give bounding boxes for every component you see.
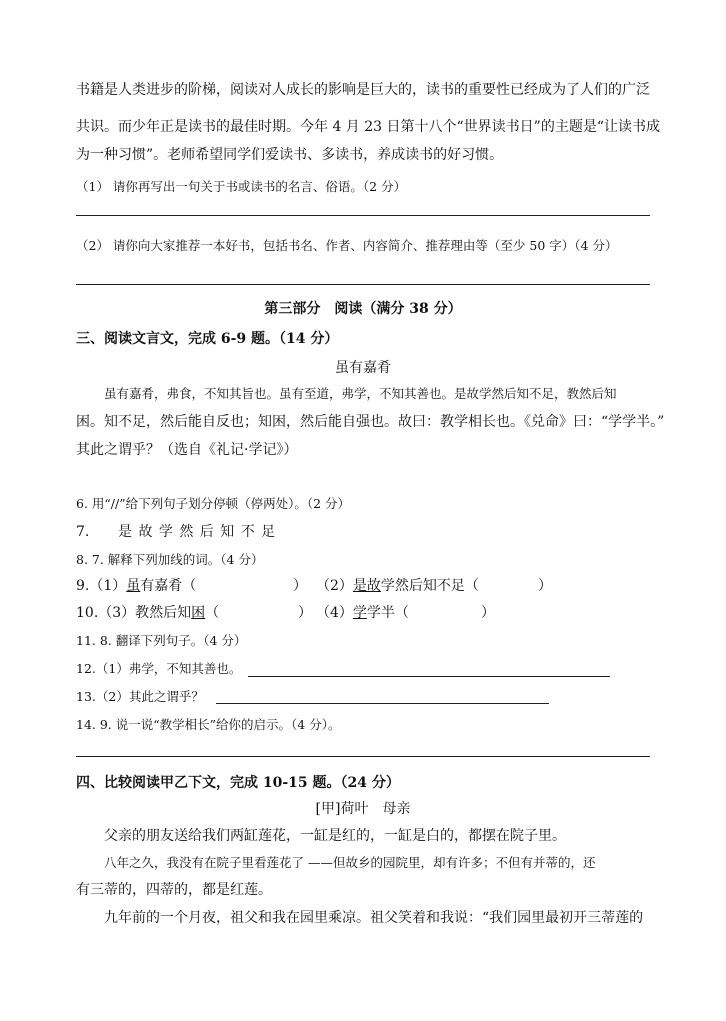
q10-label: 10.（3）教然后知 [76,605,192,621]
q9b-label: （2） [316,578,353,594]
question-9-part-2 [316,576,479,596]
q9-close-paren-2: ） [538,578,552,594]
q9-text: 有嘉肴（ [140,578,197,594]
q10b-text: 学半（ [366,605,409,621]
section4-heading: 四、比较阅读甲乙下文，完成 10-15 题。（24 分） [76,775,400,791]
q9b-text: 学然后知不足（ [380,578,479,594]
answer-line-13[interactable] [216,703,549,704]
question-7-number: 7. [76,524,90,540]
section3-heading: 三、阅读文言文，完成 6-9 题。（14 分） [76,331,339,347]
question-10-part-1 [76,603,219,623]
question-8: 8. 7. 解释下列加线的词。（4 分） [76,552,264,567]
q10-close-paren-2: ） [481,605,495,621]
question-11: 11. 8. 翻译下列句子。（4 分） [76,633,247,648]
q9b-underlined-word: 是故 [352,578,381,594]
answer-line-14[interactable] [76,756,650,757]
intro-line-1: 书籍是人类进步的阶梯，阅读对人成长的影响是巨大的，读书的重要性已经成为了人们的广泛 [76,82,650,98]
question-2: （2） 请你向大家推荐一本好书，包括书名、作者、内容简介、推荐理由等（至少 50 字）（4 分） [76,238,618,253]
question-9-part-1 [76,576,196,596]
question-7-sentence: 是 故 学 然 后 知 不 足 [118,524,276,540]
q9-underlined-word: 虽 [126,578,141,594]
passage-jia-line-2: 八年之久，我没有在院子里看莲花了 ——但故乡的园院里，却有许多；不但有并蒂的，还 [104,855,596,870]
part3-title: 第三部分 阅读（满分 38 分） [264,301,462,317]
q10-close-paren-1: ） [298,605,312,621]
question-14: 14. 9. 说一说“教学相长”给你的启示。（4 分）。 [76,717,341,732]
question-13: 13.（2）其此之谓乎？ [76,689,204,704]
passage-jia-title: [甲]荷叶 母亲 [315,801,411,817]
passage-line-2: 困。知不足，然后能自反也；知困，然后能自强也。故曰：教学相长也。《兑命》曰：“学学半。” [76,414,665,430]
q9-label: 9.（1） [76,578,127,594]
passage-title: 虽有嘉肴 [335,360,391,376]
q10b-label: （4） [316,605,353,621]
answer-line-2[interactable] [76,284,650,285]
passage-jia-line-4: 九年前的一个月夜，祖父和我在园里乘凉。祖父笑着和我说：“我们园里最初开三蒂莲的 [104,910,644,926]
passage-jia-line-3: 有三蒂的，四蒂的，都是红莲。 [76,882,272,898]
question-6: 6. 用“//”给下列句子划分停顿（停两处）。（2 分） [76,496,351,511]
answer-line-12[interactable] [248,676,610,677]
intro-line-3: 为一种习惯”。老师希望同学们爱读书、多读书，养成读书的好习惯。 [76,147,504,163]
q9-close-paren-1: ） [293,578,307,594]
question-1: （1） 请你再写出一句关于书或读书的名言、俗语。（2 分） [76,179,407,194]
answer-line-1[interactable] [76,215,650,216]
passage-jia-line-1: 父亲的朋友送给我们两缸莲花，一缸是红的，一缸是白的，都摆在院子里。 [104,828,566,844]
q10-text: （ [205,605,220,621]
intro-line-2: 共识。而少年正是读书的最佳时期。今年 4 月 23 日第十八个“世界读书日”的主题是“让读书成 [76,119,660,135]
q10b-underlined-word: 学 [352,605,367,621]
q10-underlined-word: 困 [191,605,206,621]
question-10-part-2 [316,603,409,623]
passage-line-3: 其此之谓乎？（选自《礼记·学记》） [76,442,298,458]
question-12: 12.（1）弗学，不知其善也。 [76,661,242,676]
passage-line-1: 虽有嘉肴，弗食，不知其旨也。虽有至道，弗学，不知其善也。是故学然后知不足，教然后知 [104,386,617,401]
